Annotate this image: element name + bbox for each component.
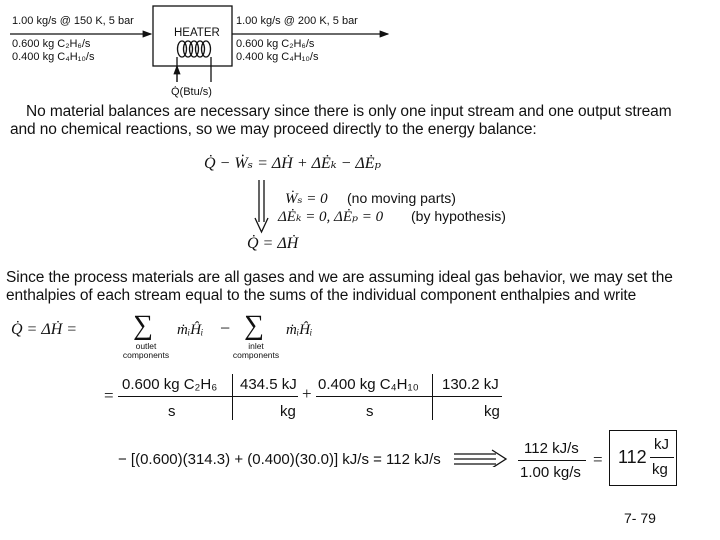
kinetic-potential-zero: ΔĖₖ = 0, ΔĖₚ = 0 [278,209,384,225]
inlet-enthalpy-term: ṁᵢĤᵢ [286,322,313,338]
implication-arrow-icon [252,178,272,234]
calc-equals: = [104,386,114,405]
implies-arrow-icon [452,449,508,467]
specific-heat-numerator: 112 kJ/s [524,440,579,457]
inlet-comp-butane: 0.400 kg C₄H₁₀/s [12,51,95,63]
inlet-comp-ethane: 0.600 kg C₂H₆/s [12,38,91,50]
heater-label: HEATER [174,27,220,39]
outlet-comp-butane: 0.400 kg C₄H₁₀/s [236,51,319,63]
butane-enthalpy-unit: kg [484,403,500,420]
inlet-sum-sigma: ∑ [244,310,264,341]
specific-heat-denominator: 1.00 kg/s [520,464,581,481]
ethane-rate-unit: s [168,403,176,420]
outlet-rate: 1.00 kg/s @ 200 K, 5 bar [236,15,358,27]
heater-flow-svg [0,0,420,100]
energy-balance-result: Q̇ = ΔḢ [247,235,299,252]
heat-duty-label: Q̇(Btu/s) [171,86,212,98]
hypothesis-note: (by hypothesis) [411,208,506,224]
ethane-enthalpy: 434.5 kJ [240,376,297,393]
butane-enthalpy: 130.2 kJ [442,376,499,393]
page-number: 7- 79 [624,510,656,526]
heating-coil-icon [177,41,211,82]
heat-equals-enthalpy-change: Q̇ = ΔḢ = [11,321,78,338]
outlet-sum-sigma: ∑ [133,310,153,341]
ethane-enthalpy-unit: kg [280,403,296,420]
outlet-components-label: outlet components [122,341,170,360]
answer-unit-numerator: kJ [654,436,669,453]
calc-equals-2: = [593,450,603,469]
answer-value: 112 [618,447,647,467]
inlet-components-label: inlet components [232,341,280,360]
energy-balance-equation: Q̇ − Ẇₛ = ΔḢ + ΔĖₖ − ΔĖₚ [204,155,381,172]
paragraph-1-line-2: and no chemical reactions, so we may proceed directly to the energy balance: [10,121,537,138]
shaft-work-zero: Ẇₛ = 0 [285,191,328,207]
paragraph-1-line-1: No material balances are necessary since there is only one input stream and one output stream [26,103,672,120]
paragraph-2-line-1: Since the process materials are all gases and we are assuming ideal gas behavior, we may set the [6,269,673,286]
paragraph-2-line-2: enthalpies of each stream equal to the sums of the individual component enthalpies and write [6,287,637,304]
shaft-work-note: (no moving parts) [347,190,456,206]
outlet-comp-ethane: 0.600 kg C₂H₆/s [236,38,315,50]
boxed-answer [609,430,677,486]
butane-rate: 0.400 kg C₄H₁₀ [318,376,419,393]
answer-unit-denominator: kg [652,461,668,478]
summation-minus: − [220,318,231,338]
inlet-rate: 1.00 kg/s @ 150 K, 5 bar [12,15,134,27]
ethane-rate: 0.600 kg C₂H₆ [122,376,218,393]
calc-plus: + [302,384,312,403]
outlet-enthalpy-term: ṁᵢĤᵢ [177,322,204,338]
butane-rate-unit: s [366,403,374,420]
inlet-enthalpy-subtraction: − [(0.600)(314.3) + (0.400)(30.0)] kJ/s = 112 kJ/s [118,451,441,468]
